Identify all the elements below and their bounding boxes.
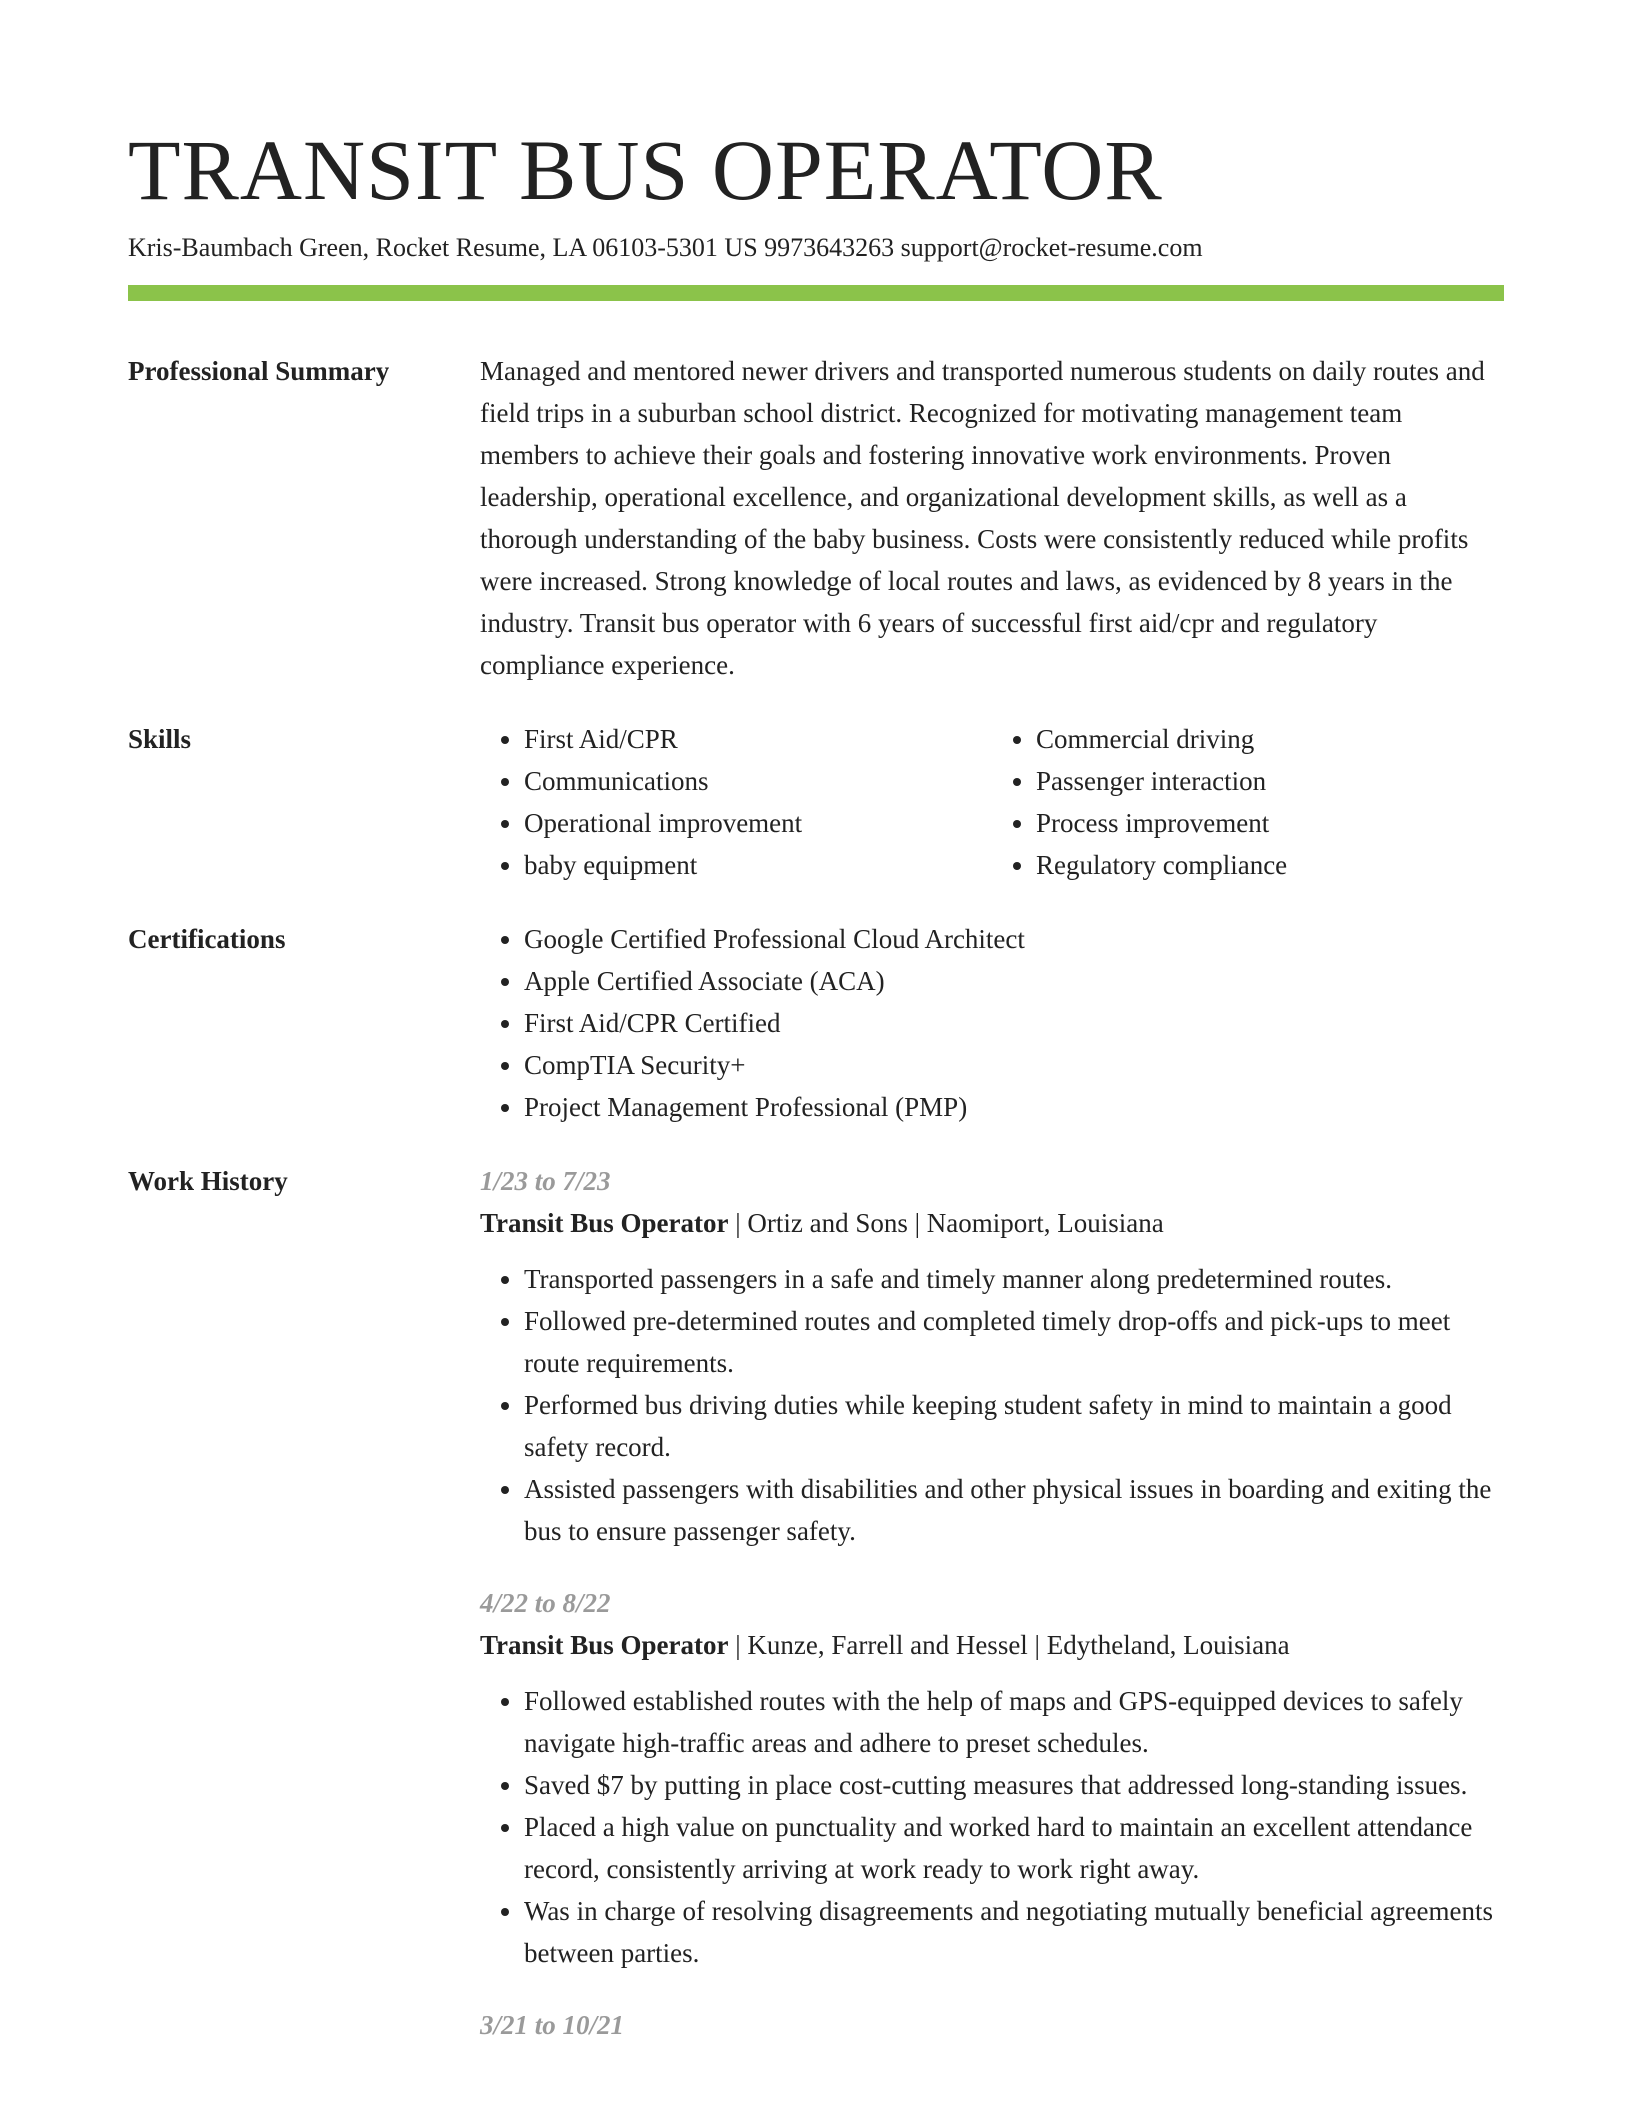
job-title: Transit Bus Operator <box>480 1208 729 1238</box>
job-dates: 1/23 to 7/23 <box>480 1166 611 1196</box>
skill-item: • Process improvement <box>1036 802 1504 844</box>
job-bullet: • Performed bus driving duties while keeping student safety in mind to maintain a good safety record. <box>524 1384 1504 1468</box>
skill-item: • Passenger interaction <box>1036 760 1504 802</box>
job-entry <box>480 1160 1504 1552</box>
work-history-section <box>480 1160 1504 2046</box>
certifications-list <box>480 918 1504 1128</box>
resume-title: TRANSIT BUS OPERATOR <box>128 122 1163 218</box>
certification-item: • CompTIA Security+ <box>524 1044 1504 1086</box>
job-dates: 4/22 to 8/22 <box>480 1588 611 1618</box>
job-heading <box>480 1624 1504 1666</box>
job-entry <box>480 1582 1504 1974</box>
skill-item: • Communications <box>524 760 992 802</box>
skills-list-left <box>480 718 992 886</box>
section-label-certifications: Certifications <box>128 924 286 954</box>
job-employer-location: | Ortiz and Sons | Naomiport, Louisiana <box>728 1208 1164 1238</box>
certification-item: • Project Management Professional (PMP) <box>524 1086 1504 1128</box>
job-bullet: • Saved $7 by putting in place cost-cutting measures that addressed long-standing issues. <box>524 1764 1504 1806</box>
contact-line: Kris-Baumbach Green, Rocket Resume, LA 06103-5301 US 9973643263 support@rocket-resume.com <box>128 233 1203 262</box>
skill-item: • Commercial driving <box>1036 718 1504 760</box>
header-divider <box>128 285 1504 301</box>
summary-section <box>480 350 1504 686</box>
skills-list-right <box>992 718 1504 886</box>
job-bullet: • Placed a high value on punctuality and worked hard to maintain an excellent attendance record, consistently arriving at work ready to work right away. <box>524 1806 1504 1890</box>
section-label-work-history: Work History <box>128 1166 288 1196</box>
job-bullet: • Assisted passengers with disabilities and other physical issues in boarding and exiting the bus to ensure passenger safety. <box>524 1468 1504 1552</box>
job-title: Transit Bus Operator <box>480 1630 729 1660</box>
certification-item: • First Aid/CPR Certified <box>524 1002 1504 1044</box>
certification-item: • Apple Certified Associate (ACA) <box>524 960 1504 1002</box>
job-bullets <box>480 1680 1504 1974</box>
job-bullet: • Followed pre-determined routes and completed timely drop-offs and pick-ups to meet route requirements. <box>524 1300 1504 1384</box>
job-dates: 3/21 to 10/21 <box>480 2010 625 2040</box>
certifications-section <box>480 918 1504 1128</box>
skill-item: • baby equipment <box>524 844 992 886</box>
job-entry <box>480 2004 1504 2046</box>
skill-item: • Regulatory compliance <box>1036 844 1504 886</box>
job-employer-location: | Kunze, Farrell and Hessel | Edytheland, Louisiana <box>728 1630 1290 1660</box>
job-bullet: • Was in charge of resolving disagreements and negotiating mutually beneficial agreements between parties. <box>524 1890 1504 1974</box>
job-bullet: • Transported passengers in a safe and timely manner along predetermined routes. <box>524 1258 1504 1300</box>
skill-item: • Operational improvement <box>524 802 992 844</box>
certification-item: • Google Certified Professional Cloud Architect <box>524 918 1504 960</box>
section-label-skills: Skills <box>128 724 192 754</box>
job-heading <box>480 1202 1504 1244</box>
skills-section <box>480 718 1504 886</box>
job-bullets <box>480 1258 1504 1552</box>
summary-text: Managed and mentored newer drivers and transported numerous students on daily routes and field trips in a suburban school district. Recognized for motivating management team members to achieve their goals and fostering innovative work environments. Proven leadership, operational excellence, and organizational development skills, as well as a thorough understanding of the baby business. Costs were consistently reduced while profits were increased. Strong knowledge of local routes and laws, as evidenced by 8 years in the industry. Transit bus operator with 6 years of successful first aid/cpr and regulatory compliance experience. <box>480 356 1485 680</box>
section-label-summary: Professional Summary <box>128 356 390 386</box>
job-bullet: • Followed established routes with the help of maps and GPS-equipped devices to safely navigate high-traffic areas and adhere to preset schedules. <box>524 1680 1504 1764</box>
skill-item: • First Aid/CPR <box>524 718 992 760</box>
